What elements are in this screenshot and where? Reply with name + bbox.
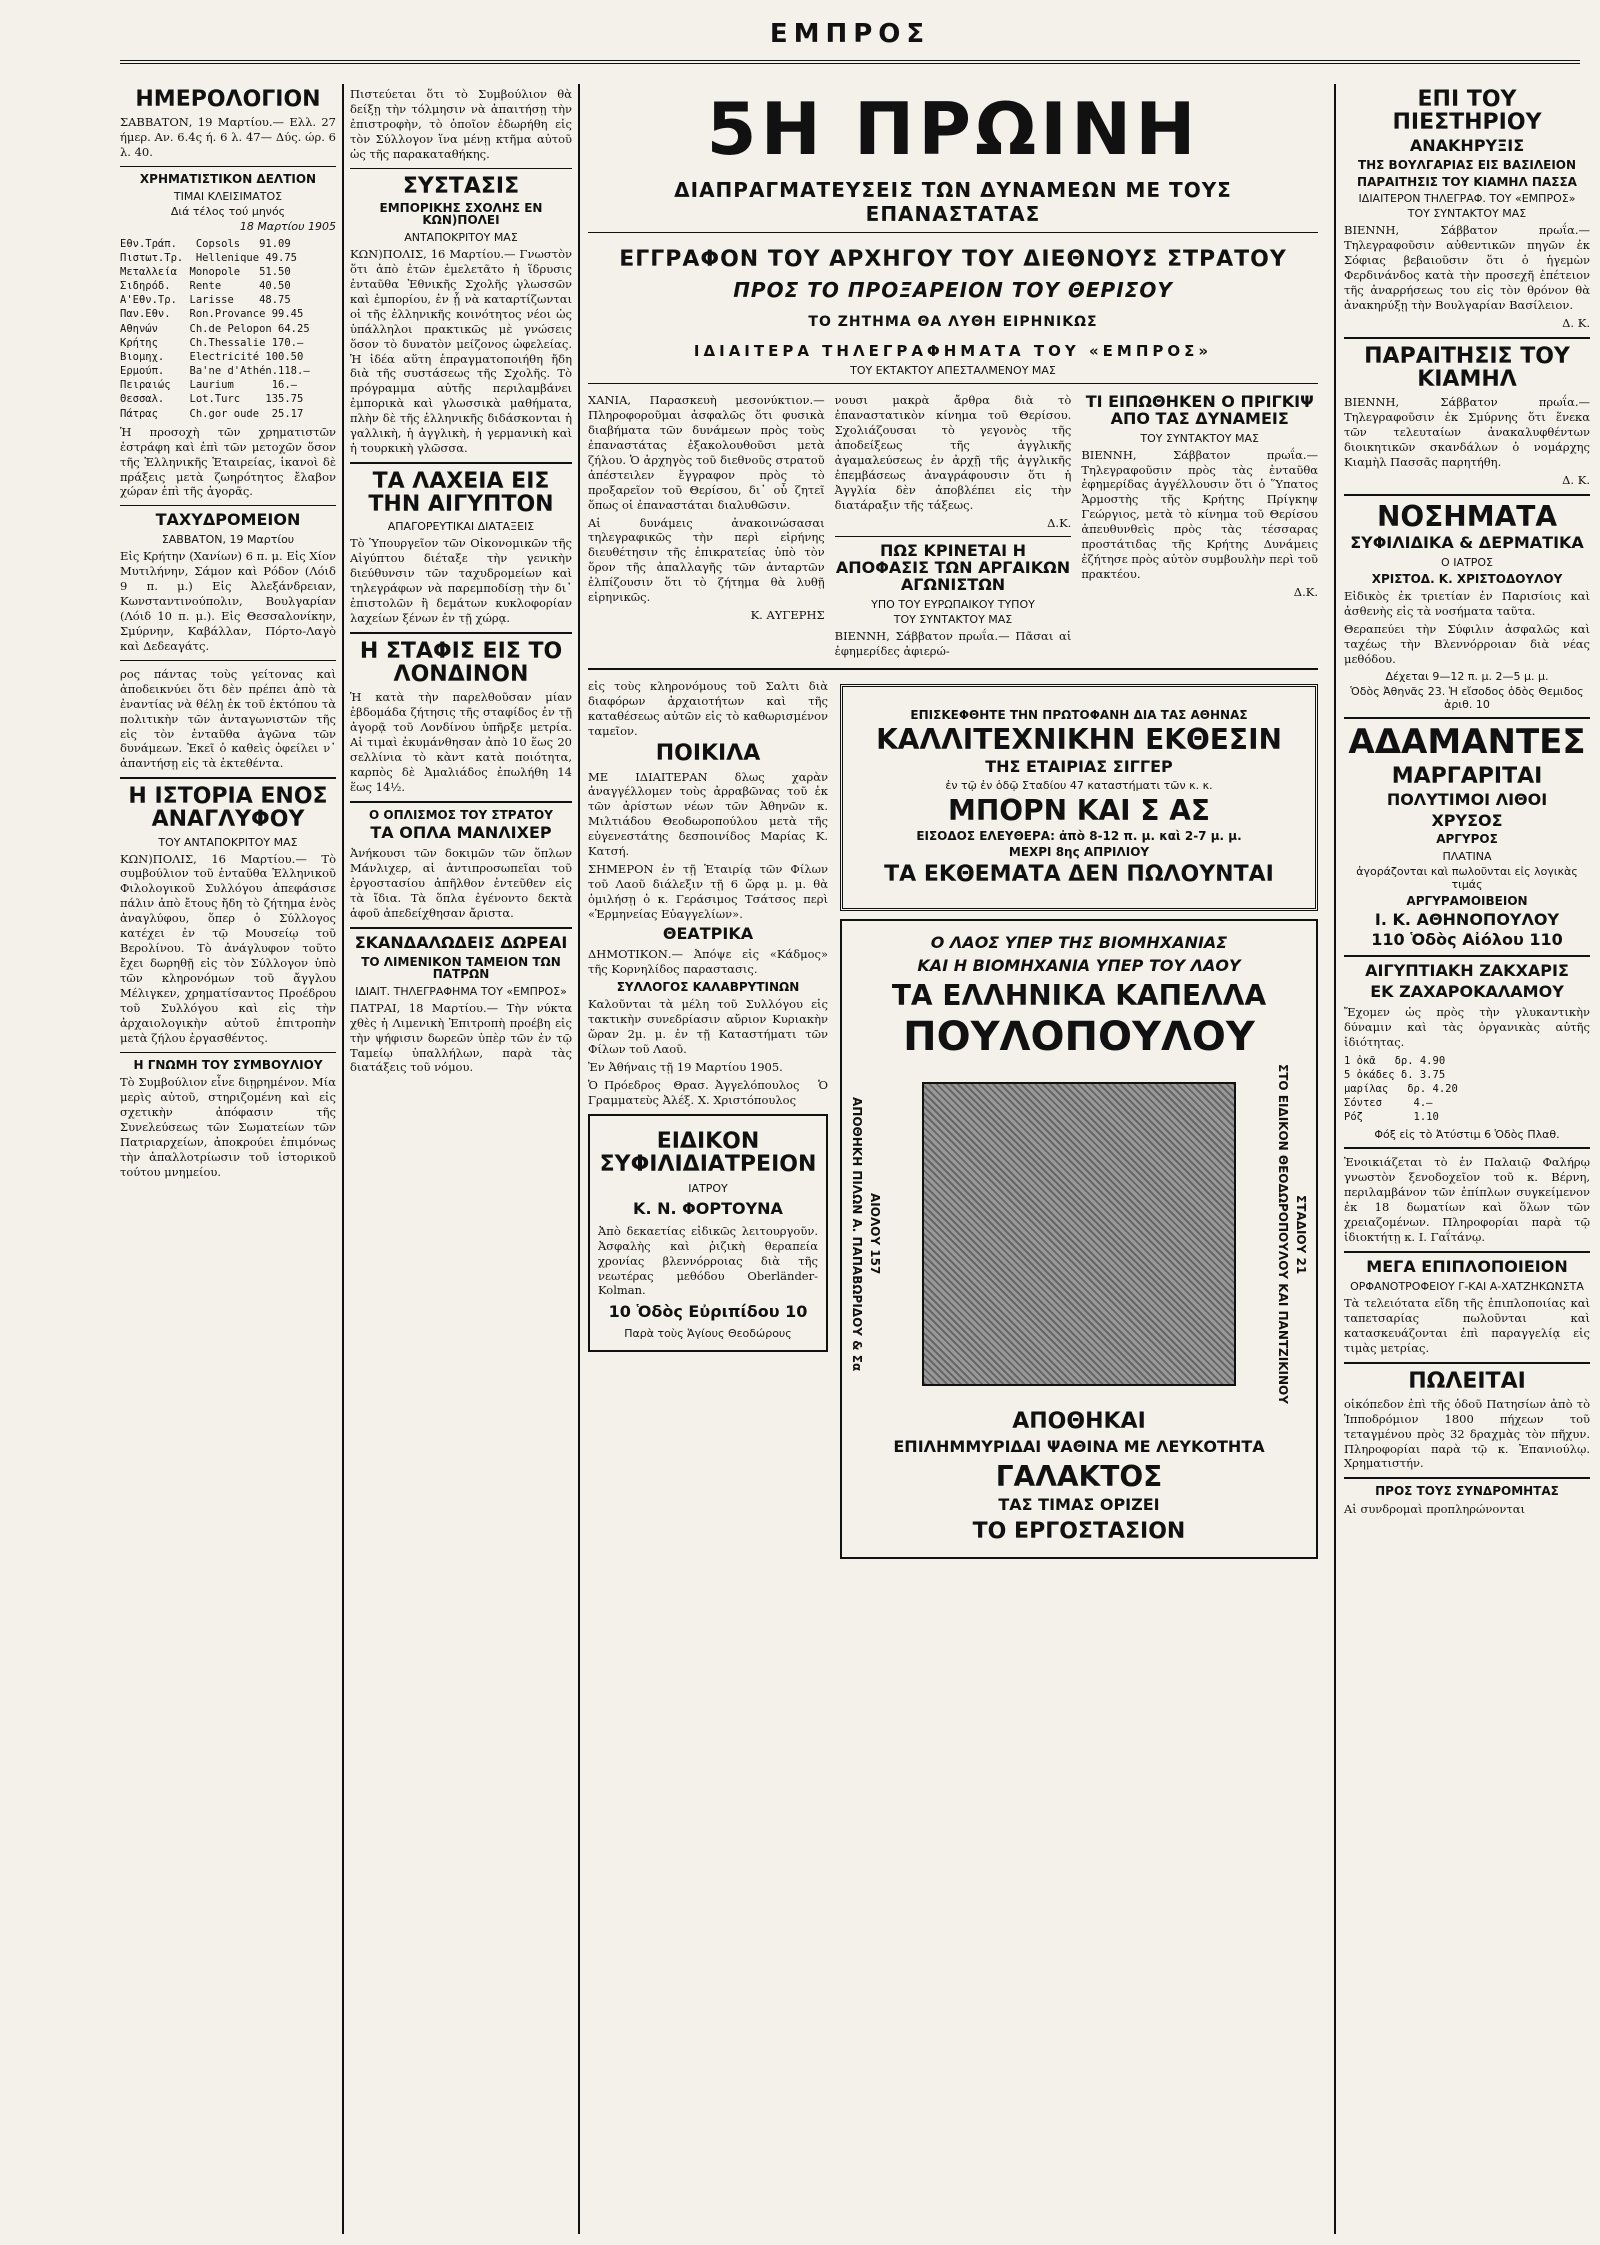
crete-text-3: νουσι μακρὰ ἄρθρα διὰ τὸ ἐπαναστατικὸν κίνημα τοῦ Θερίσου. Σχολιάζουσαι τὸ γεγονὸς τῆς ἀποδείξεως τῆς ἀγγλικῆς ἀγαμαλεύσεως ἐν ἀρχῇ τῆς ἀγγλικῆς ἐπεμβάσεως ἀναγράφουσιν ὅτι ἡ Ἀγγλία δὲν ἀποβλέπει εἰς τὴν διατάραξιν τῆς τάξεως. [834, 393, 1075, 512]
divider [588, 668, 1318, 670]
kalavryta-date: Ἐν Ἀθήναις τῇ 19 Μαρτίου 1905. [588, 1059, 783, 1074]
banner-headline-5: ΙΔΙΑΙΤΕΡΑ ΤΗΛΕΓΡΑΦΗΜΑΤΑ ΤΟΥ «ΕΜΠΡΟΣ» [693, 342, 1213, 360]
resign-text: ΒΙΕΝΝΗ, Σάββατον πρωΐα.— Τηλεγραφοῦσιν ἐκ Σμύρνης ὅτι ἕνεκα τῶν τελευταίων ἀνακαλυφθέντων διοικητικῶν σκανδάλων ὁ νομάρχης Κιαμὴλ Πασσᾶς παρητήθη. [1344, 394, 1594, 469]
kalavryta-signature: Ὁ Πρόεδρος Θρασ. Ἀγγελόπουλος Ὁ Γραμματεὺς Ἀλέξ. Χ. Χριστόπουλος [588, 1077, 832, 1107]
news-col-c [1081, 390, 1322, 662]
press-subtitle: ΑΝΑΚΗΡΥΞΙΣ [1409, 136, 1525, 156]
divider [1344, 1477, 1590, 1479]
clinic-address: 10 Ὁδὸς Εὐριπίδου 10 [608, 1302, 808, 1322]
clinic-name: Κ. Ν. ΦΟΡΤΟΥΝΑ [633, 1198, 783, 1218]
diamond-subtitle-2: ΠΟΛΥΤΙΜΟΙ ΛΙΘΟΙ [1386, 789, 1548, 809]
hats-milk: ΓΑΛΑΚΤΟΣ [995, 1459, 1163, 1493]
disease-subtitle: ΣΥΦΙΛΙΔΙΚΑ & ΔΕΡΜΑΤΙΚΑ [1350, 532, 1584, 552]
press-signature: Δ. Κ. [1562, 315, 1590, 330]
school-title: ΣΥΣΤΑΣΙΣ [402, 173, 520, 199]
kalavryta-title: ΣΥΛΛΟΓΟΣ ΚΑΛΑΒΡΥΤΙΝΩΝ [616, 979, 800, 994]
exchange-rates: Εθν.Τράπ. Copsols 91.09 Πιστωτ.Τρ. Hellenique 49.75 Μεταλλεία Monopole 51.50 Σιδηρόδ. Rente 40.50 Α'Εθν.Τρ. Larisse 48.75 Παν.Εθν. Ron.Provance 99.45 Αθηνών Ch.de Pelopon 64.25 Κρήτης Ch.Thessalie 170.— Βιομηχ. Electricité 100.50 Ερμούπ. Ba'ne d'Athén.118.— Πειραιώς Laurium 16.— Θεσσαλ. Lot.Turc 135.75 Πάτρας Ch.gor oude 25.17 [120, 237, 310, 420]
hats-factory: ΤΟ ΕΡΓΟΣΤΑΣΙΟΝ [972, 1519, 1186, 1545]
diamond-owner: Ι. Κ. ΑΘΗΝΟΠΟΥΛΟΥ [1374, 909, 1560, 929]
raisin-text: Ἡ κατὰ τὴν παρελθοῦσαν μίαν ἑβδομάδα ζήτησις τῆς σταφίδος ἐν τῇ ἀγορᾷ τοῦ Λονδίνου ὑπῆρξε μετρία. Αἱ τιμαὶ ἐκυμάνθησαν ἀπὸ 10 ἕως 20 σελλίνια τὸ κὰντ κατὰ ποιότητα, καρπὸς δὲ Ἀμαλιάδος ἐπωλήθη 14 ἕως 14½. [350, 690, 576, 794]
diamond-text: ἀγοράζονται καὶ πωλοῦνται εἰς λογικὰς τιμάς [1356, 864, 1578, 891]
resign-signature: Δ. Κ. [1562, 472, 1590, 487]
hats-store: ΑΠΟΘΗΚΑΙ [1012, 1409, 1146, 1435]
exhibit-intro: ΕΠΙΣΚΕΦΘΗΤΕ ΤΗΝ ΠΡΩΤΟΦΑΝΗ ΔΙΑ ΤΑΣ ΑΘΗΝΑΣ [910, 707, 1248, 722]
hats-prices: ΤΑΣ ΤΙΜΑΣ ΟΡΙΖΕΙ [998, 1495, 1160, 1515]
press-subtitle-4: ΙΔΙΑΙΤΕΡΟΝ ΤΗΛΕΓΡΑΦ. ΤΟΥ «ΕΜΠΡΟΣ» [1358, 192, 1576, 206]
divider [1344, 717, 1590, 719]
banner-headline-3: ΠΡΟΣ ΤΟ ΠΡΟΞΑΡΕΙΟΝ ΤΟΥ ΘΕΡΙΣΟΥ [733, 278, 1173, 302]
exchange-subtitle: ΤΙΜΑΙ ΚΛΕΙΣΙΜΑΤΟΣ [173, 189, 283, 203]
disease-text-2: Θεραπεύει τὴν Σύφιλιν ἀσφαλῶς καὶ ταχέως τὴν Βλεννόρροιαν διὰ νέας μεθόδου. [1344, 622, 1594, 667]
exchange-note: Ἡ προσοχὴ τῶν χρηματιστῶν ἐστράφη καὶ ἐπὶ τῶν μετοχῶν ὅσον τῆς Ἑλληνικῆς Ἑταιρείας, ἱκανοὶ δὲ πράξεις μετὰ ζωηρότητος ἔλαβον χώραν ἐπὶ τῆς ἀγορᾶς. [120, 424, 340, 499]
news-col-b [834, 390, 1075, 662]
misc-title: ΠΟΙΚΙΛΑ [655, 741, 761, 767]
divider [350, 632, 572, 634]
clinic-address-2: Παρὰ τοὺς Ἁγίους Θεοδώρους [624, 1327, 792, 1341]
hats-right-block [1276, 1064, 1308, 1404]
press-text: ΒΙΕΝΝΗ, Σάββατον πρωΐα.— Τηλεγραφοῦσιν αὐθεντικῶν πηγῶν ἐκ Σόφιας βεβαιοῦσιν ὅτι ὁ ἡγεμὼν Φερδινάνδος κατὰ τὴν προσεχῆ ἐπέτειον τῆς ἀναρρήσεως του εἰς τὸν θρόνον θὰ ἀνακηρύξῃ τὴν Βουλγαρίαν Βασίλειον. [1344, 223, 1594, 312]
judge-subtitle: ΥΠΟ ΤΟΥ ΕΥΡΩΠΑΙΚΟΥ ΤΥΠΟΥ [871, 597, 1035, 611]
hats-right-label-2: ΣΤΑΔΙΟΥ 21 [1294, 1194, 1308, 1274]
army-text: Ἀνήκουσι τῶν δοκιμῶν τῶν ὅπλων Μάνλιχερ, αἱ ἀντιπροσωπεῖαι τοῦ ἐργοστασίου ἀπῆλθον ἐντεῦθεν εἰς τὰ ἴδια. Τὰ ὅπλα ἐγένοντο δεκτὰ ἀφοῦ ἀπεδείχθησαν ἄριστα. [350, 846, 576, 920]
divider [350, 927, 572, 929]
sugar-title: ΑΙΓΥΠΤΙΑΚΗ ΖΑΚΧΑΡΙΣ [1365, 961, 1569, 981]
sale-title: ΠΩΛΕΙΤΑΙ [1408, 1368, 1526, 1394]
scandal-subtitle: ΤΟ ΛΙΜΕΝΙΚΟΝ ΤΑΜΕΙΟΝ ΤΩΝ ΠΑΤΡΩΝ [361, 954, 561, 982]
hats-body [850, 1064, 1308, 1404]
divider [1344, 955, 1590, 957]
exchange-subtitle-2: Διά τέλος τού μηνός [170, 204, 286, 218]
story-subtitle: ΤΟΥ ΑΝΤΑΠΟΚΡΙΤΟΥ ΜΑΣ [158, 835, 298, 849]
diamond-title: ΑΔΑΜΑΝΤΕΣ [1348, 722, 1586, 763]
story-text: ΚΩΝ)ΠΟΛΙΣ, 16 Μαρτίου.— Τὸ συμβούλιον τοῦ ἐνταῦθα Ἑλληνικοῦ Φιλολογικοῦ Συλλόγου ἀπεφάσισε πάλιν ἀπὸ ἔτους ἤδη τὸ ζήτημα ἑνὸς ἀναγλύφου, ὅπερ ὁ Σύλλογος κατέχει ἐν τῷ Μουσείῳ τοῦ Βερολίνου. Τὸ ἀνάγλυφον τοῦτο ἔχει δωρηθῇ εἰς τὸν Σύλλογον ὑπὸ τῶν κληρονόμων τοῦ ἄγγλου Μέλιγκεν, χρηματίσαντος Προέδρου τοῦ Συλλόγου καὶ εἰς τὴν ἀρχαιολογικὴν αὐτοῦ ἐπιτροπὴν μετὰ ζήλου ἐργασθέντος. [120, 851, 340, 1045]
diamond-shop: ΑΡΓΥΡΑΜΟΙΒΕΙΟΝ [1406, 893, 1528, 908]
banner-headline-4: ΤΟ ΖΗΤΗΜΑ ΘΑ ΛΥΘΗ ΕΙΡΗΝΙΚΩΣ [808, 314, 1098, 330]
clinic-subtitle: ΙΑΤΡΟΥ [688, 1181, 728, 1195]
scandal-subtitle-2: ΙΔΙΑΙΤ. ΤΗΛΕΓΡΑΦΗΜΑ ΤΟΥ «ΕΜΠΡΟΣ» [355, 984, 567, 998]
school-subtitle-2: ΑΝΤΑΠΟΚΡΙΤΟΥ ΜΑΣ [404, 230, 518, 244]
divider [120, 777, 336, 779]
exchange-date: 18 Μαρτίου 1905 [239, 219, 336, 233]
hats-brand: ΠΟΥΛΟΠΟΥΛΟΥ [903, 1014, 1255, 1061]
army-title: Ο ΟΠΛΙΣΜΟΣ ΤΟΥ ΣΤΡΑΤΟΥ [369, 807, 553, 822]
prince-subtitle: ΤΟΥ ΣΥΝΤΑΚΤΟΥ ΜΑΣ [1140, 431, 1259, 445]
article-text: ρος πάντας τοὺς γείτονας καὶ ἀποδεικνύει ὅτι δὲν πρέπει ἀπὸ τὰ ἐναντίας νὰ θέλῃ ἐκ τοῦ ἐκτόπου τὰ πολιτικὴν τῶν ἀνταγωνιστῶν τῆς εἰς τὸν ἐνταῦθα ἀγῶνα τῶν δυνάμεων. Ἐκεῖ ὁ καθεὶς ὀφείλει ν᾽ ἀπαντήσῃ εἰς τὰ ἐκτεθέντα. [120, 666, 340, 771]
crete-text: ΧΑΝΙΑ, Παρασκευὴ μεσονύκτιον.— Πληροφοροῦμαι ἀσφαλῶς ὅτι φυσικὰ διαβήματα τῶν δυνάμεων πρὸς τοὺς ἐπαναστάτας ἐξακολουθοῦσι μετὰ ζήλου. Ὁ ἀρχηγὸς τοῦ διεθνοῦς στρατοῦ ἀπέστειλεν ἔγγραφον πρὸς τὸ προξαρεῖον τοῦ Θερίσου, δι᾽ οὗ ζητεῖ ὅπως οἱ ἐπαναστάται διαλυθῶσιν. [588, 393, 829, 512]
hats-title: ΤΑ ΕΛΛΗΝΙΚΑ ΚΑΠΕΛΛΑ [891, 978, 1267, 1012]
column-3 [588, 84, 1322, 2234]
hats-left-block [850, 1097, 882, 1371]
column-1 [120, 84, 344, 2234]
exchange-title: ΧΡΗΜΑΤΙΣΤΙΚΟΝ ΔΕΛΤΙΟΝ [139, 171, 317, 186]
people-subtitle: ΚΑΙ Η ΒΙΟΜΗΧΑΝΙΑ ΥΠΕΡ ΤΟΥ ΛΑΟΥ [917, 955, 1241, 975]
army-subtitle: ΤΑ ΟΠΛΑ ΜΑΝΛΙΧΕΡ [370, 823, 552, 843]
divider [1344, 1362, 1590, 1364]
sugar-subtitle: ΕΚ ΖΑΧΑΡΟΚΑΛΑΜΟΥ [1370, 981, 1564, 1001]
press-title: ΕΠΙ ΤΟΥ ΠΙΕΣΤΗΡΙΟΥ [1392, 87, 1542, 136]
calendar-title: ΗΜΕΡΟΛΟΓΙΟΝ [135, 87, 321, 112]
disease-title: ΝΟΣΗΜΑΤΑ [1376, 499, 1558, 533]
divider [120, 660, 336, 661]
masthead-title: ΕΜΠΡΟΣ [769, 19, 931, 49]
clinic-title: ΕΙΔΙΚΟΝ ΣΥΦΙΛΙΔΙΑΤΡΕΙΟΝ [599, 1128, 817, 1177]
diamond-silver: ΑΡΓΥΡΟΣ [1436, 832, 1498, 847]
disease-text: Εἰδικὸς ἐκ τριετίαν ἐν Παρισίοις καὶ ἀσθενὴς εἰς τὰ νοσήματα ταῦτα. [1344, 589, 1594, 619]
disease-address: Ὁδὸς Ἀθηνᾶς 23. Ἡ εἴσοδος ὁδὸς Θεμιδος ἀριθ. 10 [1350, 685, 1584, 712]
diamond-address: 110 Ὁδὸς Αἰόλου 110 [1371, 930, 1563, 950]
subscribers-title: ΠΡΟΣ ΤΟΥΣ ΣΥΝΔΡΟΜΗΤΑΣ [1375, 1484, 1559, 1499]
exhibit-address: ἐν τῷ ἐν ὁδῷ Σταδίου 47 καταστήματι τῶν κ. κ. [945, 779, 1213, 793]
rent-text: Ἐνοικιάζεται τὸ ἐν Παλαιῷ Φαλήρῳ γνωστὸν ξενοδοχεῖον τοῦ κ. Βέρνη, περιλαμβάνον τῶν ἐπίπλων συγκείμενον ἐκ 18 δωματίων καὶ ὅλων τῶν χρειαζομένων. Πληροφορίαι παρὰ τῷ ἰδιοκτήτῃ κ. Ι. Γαΐτάνῳ. [1344, 1155, 1594, 1245]
mail-text: Εἰς Κρήτην (Χανίων) 6 π. μ. Εἰς Χίον Μυτιλήνην, Σάμον καὶ Ρόδον (Λόιδ 9 π. μ.) Εἰς Ἀλεξάνδρειαν, Κωνσταντινούπολιν, Βουλγαρίαν (Λόιδ 10 π. μ.). Εἰς Θεσσαλονίκην, Σμύρνην, Καβάλλαν, Πόρτο-Λαγὸ καὶ Δεδεαγάτς. [120, 549, 340, 653]
press-subtitle-3: ΠΑΡΑΙΤΗΣΙΣ ΤΟΥ ΚΙΑΜΗΛ ΠΑΣΣΑ [1357, 174, 1577, 189]
hats-right-label: ΣΤΟ ΕΙΔΙΚΟΝ ΘΕΟΔΩΡΟΠΟΥΛΟΥ ΚΑΙ ΠΑΝΤΖΙΚΙΝΟΥ [1276, 1064, 1290, 1405]
divider [350, 801, 572, 803]
divider [120, 1052, 336, 1053]
lower-grid [588, 676, 1318, 1566]
sale-text: οἰκόπεδον ἐπὶ τῆς ὁδοῦ Πατησίων ἀπὸ τὸ Ἱπποδρόμιον 1800 πήχεων τοῦ τεταγμένου πρὸς 32 δραχμὰς τὸν πῆχυν. Πληροφορίαι παρὰ τῷ κ. Ἐπανιούλῳ. Χρηματιστήν. [1344, 1396, 1594, 1471]
exhibit-until: ΜΕΧΡΙ 8ης ΑΠΡΙΛΙΟΥ [1008, 845, 1150, 860]
story-title: Η ΙΣΤΟΡΙΑ ΕΝΟΣ ΑΝΑΓΛΥΦΟΥ [128, 784, 328, 833]
misc-column [588, 676, 832, 1566]
scandal-title: ΣΚΑΝΔΑΛΩΔΕΙΣ ΔΩΡΕΑΙ [354, 932, 568, 952]
judge-signature: Δ.Κ. [1293, 585, 1319, 600]
exhibit-hours: ΕΙΣΟΔΟΣ ΕΛΕΥΘΕΡΑ: ἀπὸ 8-12 π. μ. καὶ 2-7 μ. μ. [916, 828, 1242, 843]
sugar-text: Ἔχομεν ὡς πρὸς τὴν γλυκαντικὴν δύναμιν καὶ τὰς ὀργανικὰς αὐτῆς ἰδιότητας. [1344, 1004, 1594, 1049]
divider [120, 505, 336, 506]
lottery-title: ΤΑ ΛΑΧΕΙΑ ΕΙΣ ΤΗΝ ΑΙΓΥΠΤΟΝ [368, 469, 554, 518]
divider [1344, 1147, 1590, 1149]
council-title: Η ΓΝΩΜΗ ΤΟΥ ΣΥΜΒΟΥΛΙΟΥ [133, 1057, 323, 1072]
scandal-text: ΠΑΤΡΑΙ, 18 Μαρτίου.— Τὴν νύκτα χθὲς ἡ Λιμενικὴ Ἐπιτροπὴ προέβη εἰς τὴν ψήφισιν δωρεῶν ὑπὲρ τῶν ἐν τῷ Ταμείῳ ὑπαλλήλων, παρὰ τὰς διατάξεις τοῦ νόμου. [350, 1000, 576, 1075]
disease-subtitle-2: Ο ΙΑΤΡΟΣ [1441, 555, 1493, 569]
furniture-title: ΜΕΓΑ ΕΠΙΠΛΟΠΟΙΕΙΟΝ [1366, 1257, 1568, 1277]
judge-title: ΠΩΣ ΚΡΙΝΕΤΑΙ Η ΑΠΟΦΑΣΙΣ ΤΩΝ ΑΡΓΑΙΚΩΝ ΑΓΩΝΙΣΤΩΝ [835, 541, 1071, 595]
school-subtitle: ΕΜΠΟΡΙΚΗΣ ΣΧΟΛΗΣ ΕΝ ΚΩΝ)ΠΟΛΕΙ [379, 200, 543, 228]
masthead [120, 8, 1580, 64]
front-headline: 5Η ΠΡΩΙΝΗ [706, 87, 1200, 171]
divider [588, 232, 1318, 233]
crete-text-2: Αἱ δυνάμεις ἀνακοινώσασαι τηλεγραφικῶς τὴν περὶ εἰρήνης διευθέτησιν τῆς ἐπικρατείας ὑπὸ τὸν ὅρον τῆς ἀπαλλαγῆς τῶν ἀνταρτῶν ἐλπίζουσιν ὅτι τὸ ζήτημα θὰ λυθῇ εἰρηνικῶς. [588, 515, 829, 605]
divider [1344, 1251, 1590, 1253]
people-title: Ο ΛΑΟΣ ΥΠΕΡ ΤΗΣ ΒΙΟΜΗΧΑΝΙΑΣ [930, 933, 1228, 953]
diamond-gold: ΧΡΥΣΟΣ [1431, 810, 1503, 830]
divider [350, 462, 572, 464]
misc-intro: εἰς τοὺς κληρονόμους τοῦ Σαλτι διὰ διαφόρων ἀρχαιοτήτων καὶ τῆς καταθέσεως αὐτῶν εἰς τὸ καθωρισμένον ταμεῖον. [588, 678, 832, 738]
press-subtitle-2: ΤΗΣ ΒΟΥΛΓΑΡΙΑΣ ΕΙΣ ΒΑΣΙΛΕΙΟΝ [1357, 157, 1577, 172]
judge-text: ΒΙΕΝΝΗ, Σάββατον πρωΐα.— Πᾶσαι αἱ ἐφημερίδες ἀφιερώ- [834, 628, 1075, 658]
prince-title: ΤΙ ΕΙΠΩΘΗΚΕΝ Ο ΠΡΙΓΚΙΨ ΑΠΟ ΤΑΣ ΔΥΝΑΜΕΙΣ [1085, 392, 1314, 428]
mail-title: ΤΑΧΥΔΡΟΜΕΙΟΝ [155, 510, 301, 530]
divider [835, 536, 1072, 537]
intro-text: Πιστεύεται ὅτι τὸ Συμβούλιον θὰ δείξῃ τὴν τόλμησιν νὰ ἀπαιτήσῃ τὴν ἐπιστροφὴν, τὸ ὁποῖον ἐδωρήθη εἰς τὸν Σύλλογον ἵνα μένῃ κτῆμα αὐτοῦ ὡς τῆς παρακαταθήκης. [350, 87, 576, 161]
prince-text: ΒΙΕΝΝΗ, Σάββατον πρωΐα.— Τηλεγραφοῦσιν πρὸς τὰς ἐνταῦθα ἐφημερίδας ἀγγέλλουσιν ὅτι ὁ Ὕπατος Ἁρμοστὴς τῆς Κρήτης Πρίγκηψ Γεώργιος, μετὰ τὸ κίνημα τοῦ Θερίσου ἀπευθυνθεὶς πρὸς τὰς τέσσαρας προστάτιδας τῆς Κρήτης Δυνάμεις ἐζήτησε πρὸς αὐτὸν συμβουλὴν περὶ τοῦ πρακτέου. [1081, 447, 1322, 582]
furniture-text: Τὰ τελειότατα εἴδη τῆς ἐπιπλοποιίας καὶ ταπετσαρίας πωλοῦνται καὶ κατασκευάζονται ἐπὶ παραγγελίᾳ εἰς τιμὰς μετρίας. [1344, 1295, 1594, 1355]
resign-title: ΠΑΡΑΙΤΗΣΙΣ ΤΟΥ ΚΙΑΜΗΛ [1364, 343, 1570, 392]
ads-column [840, 676, 1318, 1566]
divider [120, 166, 336, 167]
banner-headline-1: ΔΙΑΠΡΑΓΜΑΤΕΥΣΕΙΣ ΤΩΝ ΔΥΝΑΜΕΩΝ ΜΕ ΤΟΥΣ ΕΠΑΝΑΣΤΑΤΑΣ [674, 178, 1232, 226]
lottery-text: Τὸ Ὑπουργεῖον τῶν Οἰκονομικῶν τῆς Αἰγύπτου διέταξε τὴν γενικὴν διεύθυνσιν τῶν ταχυδρομείων καὶ τηλεγράφων νὰ παρεμποδίσῃ τὴν δι᾽ ἐπιστολῶν ἢ δεμάτων κυκλοφορίαν λαχείων ξένων ἐν τῇ χώρᾳ. [350, 536, 576, 625]
exhibit-title: ΚΑΛΛΙΤΕΧΝΙΚΗΝ ΕΚΘΕΣΙΝ [876, 723, 1282, 757]
theatre-text: ΔΗΜΟΤΙΚΟΝ.— Ἀπόψε εἰς «Κάδμος» τῆς Κορνηλίδος παραστασις. [588, 946, 832, 976]
school-text: ΚΩΝ)ΠΟΛΙΣ, 16 Μαρτίου.— Γνωστὸν ὅτι ἀπὸ ἐτῶν ἐμελετᾶτο ἡ ἵδρυσις ἐνταῦθα Ἐθνικῆς Σχολῆς γλωσσῶν καὶ ἐμπορίου, ἐν ᾗ νὰ καταρτίζωνται οἱ τῆς ἐλληνικῆς κοινότητος νέοι ὡς ὑπάλληλοι πρακτικῶς μὲ γνώσεις ὅσον τὸ δυνατὸν μείζονος ὠφελείας. Ἡ ἰδέα αὕτη ἐπραγματοποιήθη ἤδη διὰ τῆς συστάσεως τῆς Σχολῆς. Τὸ πρόγραμμα αὐτῆς περιλαμβάνει ἐμπορικὰ καὶ γλωσσικὰ μαθήματα, πλὴν δὲ τῆς ἑλληνικῆς διδάσκονται ἡ γαλλικὴ, ἡ ἀγγλικὴ, ἡ γερμανικὴ καὶ ἡ τουρκικὴ γλῶσσα. [350, 246, 576, 456]
sugar-address: Φόξ εἰς τὸ Ἀτύστιμ 6 Ὁδὸς Πλαθ. [1374, 1128, 1560, 1142]
news-grid [588, 390, 1322, 662]
diamond-subtitle: ΜΑΡΓΑΡΙΤΑΙ [1391, 763, 1543, 789]
exhibit-company: ΤΗΣ ΕΤΑΙΡΙΑΣ ΣΙΓΓΕΡ [985, 756, 1173, 776]
exhibit-name: ΜΠΟΡΝ ΚΑΙ Σ ΑΣ [947, 794, 1210, 828]
clinic-text: Ἀπὸ δεκαετίας εἰδικῶς λειτουργοῦν. Ἀσφαλὴς καὶ ῥιζικὴ θεραπεία χρονίας βλεννόρροιας διὰ τῆς νεωτέρας μεθόδου Oberländer-Kolman. [598, 1223, 822, 1298]
calendar-text: ΣΑΒΒΑΤΟΝ, 19 Μαρτίου.— Ελλ. 27 ήμερ. Αν. 6.4ς ή. 6 λ. 47— Δύς. ώρ. 6 λ. 40. [120, 115, 340, 159]
furniture-subtitle: ΟΡΦΑΝΟΤΡΟΦΕΙΟΥ Γ-ΚΑΙ Α-ΧΑΤΖΗΚΩΝΣΤΑ [1350, 1279, 1584, 1293]
disease-doctor: ΧΡΙΣΤΟΔ. Κ. ΧΡΙΣΤΟΔΟΥΛΟΥ [1371, 571, 1563, 586]
news-col-a [588, 390, 829, 662]
divider [588, 383, 1318, 384]
exhibit-note: ΤΑ ΕΚΘΕΜΑΤΑ ΔΕΝ ΠΩΛΟΥΝΤΑΙ [884, 862, 1274, 888]
subscribers-text: Αἱ συνδρομαὶ προπληρώνονται [1344, 1501, 1525, 1516]
misc-text-2: ΣΗΜΕΡΟΝ ἐν τῇ Ἑταιρίᾳ τῶν Φίλων τοῦ Λαοῦ διάλεξιν τῇ 6 ὥρᾳ μ. μ. θὰ ὁμιλήσῃ ὁ κ. Γεράσιμος Τσάτσος περὶ «Ἑρμηνείας Εὐαγγελίων». [588, 862, 832, 921]
hats-left-label: ΑΠΟΘΗΚΗ ΠΙΛΩΝ Α. ΠΑΠΑΒΩΡΙΔΟΥ & Σα [850, 1096, 864, 1372]
disease-hours: Δέχεται 9—12 π. μ. 2—5 μ. μ. [1385, 670, 1549, 684]
judge-subtitle-2: ΤΟΥ ΣΥΝΤΑΚΤΟΥ ΜΑΣ [893, 612, 1013, 626]
crete-signature: Κ. ΑΥΓΕΡΗΣ [750, 608, 825, 623]
exhibit-ad [840, 684, 1318, 911]
raisin-title: Η ΣΤΑΦΙΣ ΕΙΣ ΤΟ ΛΟΝΔΙΝΟΝ [359, 638, 563, 687]
column-4 [1334, 84, 1594, 2234]
banner-headline-2: ΕΓΓΡΑΦΟΝ ΤΟΥ ΑΡΧΗΓΟΥ ΤΟΥ ΔΙΕΘΝΟΥΣ ΣΤΡΑΤΟΥ [619, 247, 1287, 272]
sugar-prices: 1 ὀκᾶ δρ. 4.90 5 ὀκάδες δ. 3.75 μαρίλας δρ. 4.20 Σόντεσ 4.— Ρόζ 1.10 [1344, 1054, 1458, 1124]
divider [1344, 337, 1590, 339]
divider [1344, 494, 1590, 496]
misc-text: ΜΕ ΙΔΙΑΙΤΕΡΑΝ δλως χαρὰν ἀναγγέλλομεν τοὺς ἀρραβῶνας τοῦ ἐκ τῶν ἀρίστων νέων τῶν Ἀθηνῶν κ. Μιλτιάδου Θεοδωροπούλου μετὰ τῆς εὐγενεστάτης δεσποινίδος Μαρίας Κ. Κατσή. [588, 769, 832, 859]
theatre-title: ΘΕΑΤΡΙΚΑ [662, 923, 754, 943]
divider [350, 168, 572, 169]
kalavryta-text: Καλοῦνται τὰ μέλη τοῦ Συλλόγου εἰς τακτικὴν συνεδρίασιν αὔριον Κυριακὴν ὥραν 2μ. μ. ἐν τῇ Καταστήματι τῶν Φίλων τοῦ Λαοῦ. [588, 997, 832, 1056]
hats-ad [840, 919, 1318, 1559]
hats-left-label-2: ΑΙΟΛΟΥ 157 [868, 1193, 882, 1275]
council-text: Τὸ Συμβούλιον εἶνε διῃρημένον. Μία μερὶς αὐτοῦ, στηριζομένη καὶ εἰς σχετικὴν ἀπόφασιν τῆς Συνελεύσεως τῶν Σωματείων τῶν Πατριαρχείων, ἀποκρούει ἐπιμόνως τὴν ἀπαλλοτρίωσιν τοῦ ἱστορικοῦ τούτου μνημείου. [120, 1075, 340, 1179]
lottery-subtitle: ΑΠΑΓΟΡΕΥΤΙΚΑΙ ΔΙΑΤΑΞΕΙΣ [387, 520, 535, 534]
hats-picture [922, 1082, 1236, 1386]
press-subtitle-5: ΤΟΥ ΣΥΝΤΑΚΤΟΥ ΜΑΣ [1407, 207, 1527, 221]
column-2 [350, 84, 580, 2234]
hats-felt: ΕΠΙΛΗΜΜΥΡΙΔΑΙ ΨΑΘΙΝΑ ΜΕ ΛΕΥΚΟΤΗΤΑ [893, 1437, 1265, 1457]
mail-date: ΣΑΒΒΑΤΟΝ, 19 Μαρτίου [161, 533, 295, 547]
banner-headline-6: ΤΟΥ ΕΚΤΑΚΤΟΥ ΑΠΕΣΤΑΛΜΕΝΟΥ ΜΑΣ [850, 364, 1056, 377]
clinic-ad [588, 1114, 828, 1352]
diamond-platinum: ΠΛΑΤΙΝΑ [1442, 849, 1492, 863]
crete-signature-2: Δ.Κ. [1047, 515, 1072, 530]
